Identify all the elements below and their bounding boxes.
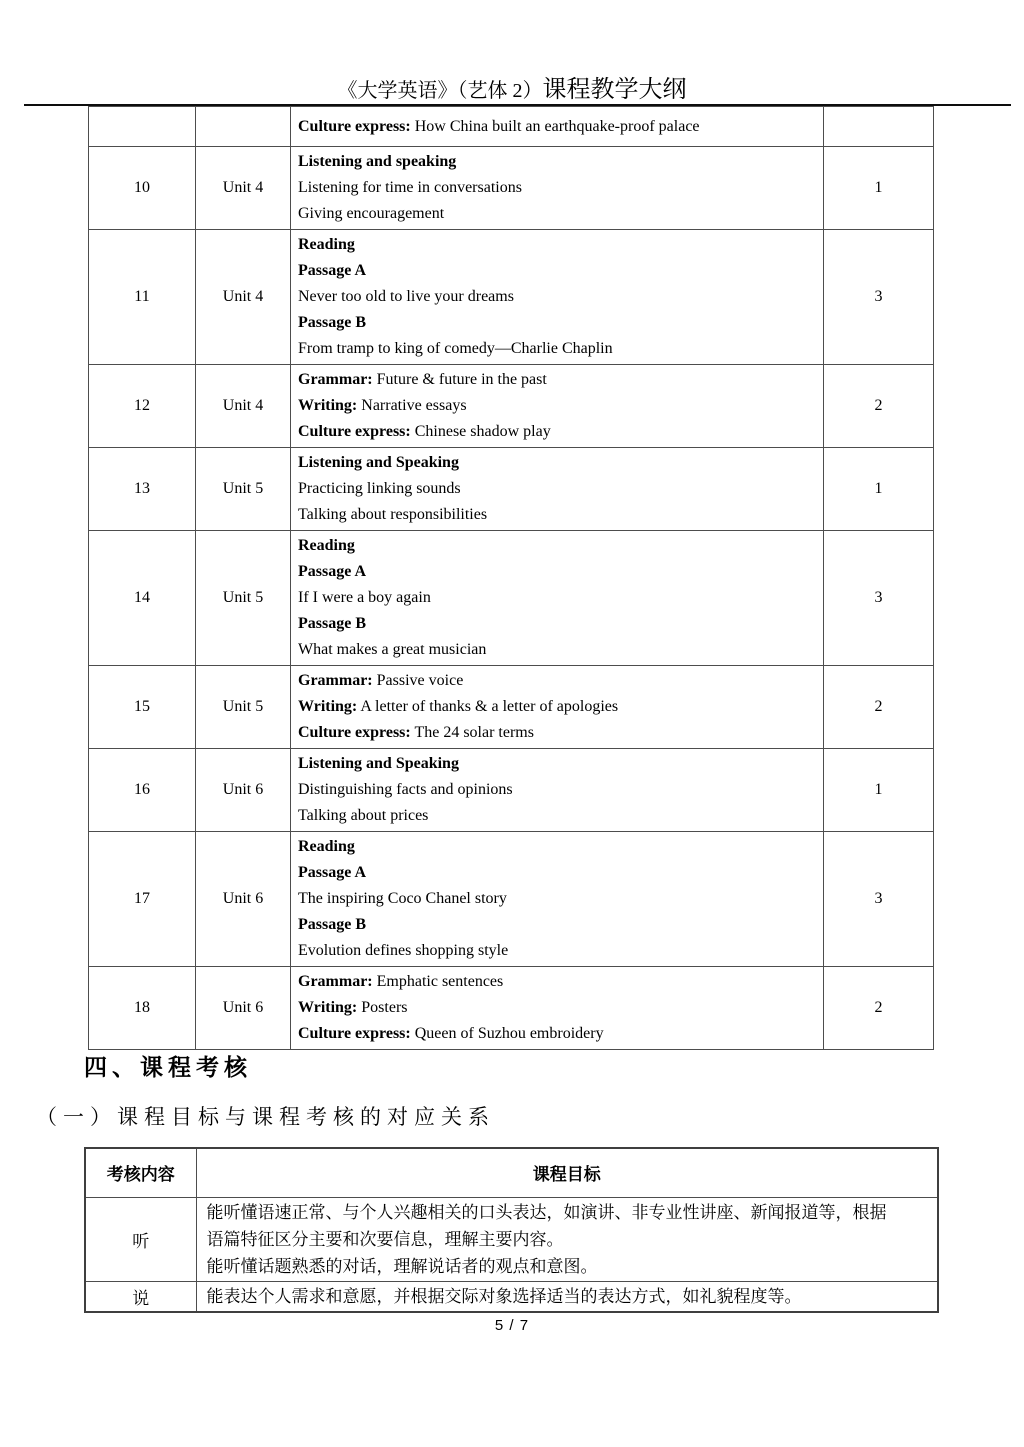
content-line-text: Emphatic sentences [372,973,504,990]
content-line-bold: Passage B [298,916,366,933]
content-line [298,751,816,777]
content-line-text: Talking about responsibilities [298,506,488,523]
content-line-bold: Passage A [298,262,366,279]
content-line [298,637,816,663]
content-line [298,1021,816,1047]
content-line-bold: Culture express: [298,724,411,741]
content-line-text: Posters [357,999,408,1016]
content-line [298,912,816,938]
section-heading: 四、课程考核 [84,1054,252,1080]
schedule-row [89,832,934,967]
content-line [298,995,816,1021]
hours-cell [824,107,934,147]
schedule-row [89,967,934,1050]
content-line-text: If I were a boy again [298,589,431,606]
content-line [298,114,816,140]
week-cell: 17 [89,832,196,967]
objective-line: 能表达个人需求和意愿，并根据交际对象选择适当的表达方式，如礼貌程度等。 [206,1286,802,1306]
content-line [298,336,816,362]
hours-cell: 1 [824,448,934,531]
content-line [298,393,816,419]
content-line [298,834,816,860]
content-line-text: A letter of thanks & a letter of apologies [357,698,619,715]
content-line-text: Never too old to live your dreams [298,288,514,305]
week-cell: 15 [89,666,196,749]
content-cell [291,749,824,832]
week-cell: 11 [89,230,196,365]
content-line-text: Passive voice [372,672,464,689]
week-cell: 18 [89,967,196,1050]
content-line-bold: Passage A [298,563,366,580]
content-line-text: Distinguishing facts and opinions [298,781,513,798]
content-line-bold: Listening and speaking [298,153,457,170]
content-line-bold: Listening and Speaking [298,454,459,471]
objective-line: 能听懂语速正常、与个人兴趣相关的口头表达，如演讲、非专业性讲座、新闻报道等，根据 [206,1202,887,1222]
schedule-row [89,531,934,666]
content-line-bold: Reading [298,236,355,253]
doc-type-title: 课程教学大纲 [542,77,687,103]
content-line [298,175,816,201]
unit-cell: Unit 4 [196,230,291,365]
assessment-header-objective: 课程目标 [196,1148,938,1197]
content-line [298,367,816,393]
content-line [298,149,816,175]
content-line [298,969,816,995]
content-line-bold: Grammar: [298,973,373,990]
week-cell: 16 [89,749,196,832]
content-line-text: Chinese shadow play [410,423,551,440]
content-line-text: The 24 solar terms [410,724,534,741]
content-line [298,585,816,611]
content-line-text: Future & future in the past [372,371,547,388]
content-line-text: Practicing linking sounds [298,480,461,497]
content-cell [291,230,824,365]
objective-cell [196,1197,938,1281]
schedule-row [89,448,934,531]
assessment-header-row [85,1148,938,1197]
content-line [298,694,816,720]
schedule-row [89,107,934,147]
content-cell [291,107,824,147]
content-line-bold: Writing: [298,698,358,715]
unit-cell: Unit 6 [196,749,291,832]
unit-cell: Unit 5 [196,666,291,749]
hours-cell: 2 [824,666,934,749]
content-line [298,777,816,803]
hours-cell: 3 [824,531,934,666]
schedule-row [89,666,934,749]
week-cell: 13 [89,448,196,531]
content-line-bold: Passage A [298,864,366,881]
content-line-text: Narrative essays [357,397,467,414]
schedule-row [89,230,934,365]
content-line-bold: Passage B [298,615,366,632]
content-line [298,860,816,886]
hours-cell: 3 [824,832,934,967]
objective-line: 语篇特征区分主要和次要信息，理解主要内容。 [206,1229,564,1249]
content-line [298,938,816,964]
content-cell [291,531,824,666]
content-line [298,450,816,476]
content-line-bold: Writing: [298,397,358,414]
content-cell [291,967,824,1050]
content-line-bold: Listening and Speaking [298,755,459,772]
content-line [298,476,816,502]
hours-cell: 1 [824,749,934,832]
content-line-bold: Culture express: [298,1025,411,1042]
content-line-bold: Grammar: [298,371,373,388]
schedule-row [89,749,934,832]
content-cell [291,448,824,531]
objective-cell [196,1281,938,1312]
content-line-text: Listening for time in conversations [298,179,522,196]
skill-label-cell: 说 [85,1281,196,1312]
content-line [298,559,816,585]
content-line-text: Queen of Suzhou embroidery [410,1025,604,1042]
hours-cell: 3 [824,230,934,365]
page-number: 5 / 7 [494,1317,530,1334]
content-line [298,201,816,227]
content-line [298,419,816,445]
content-line-bold: Culture express: [298,117,411,135]
assessment-header-content: 考核内容 [85,1148,196,1197]
unit-cell: Unit 6 [196,832,291,967]
assessment-row [85,1281,938,1312]
subsection-heading: （一）课程目标与课程考核的对应关系 [36,1105,495,1129]
course-title: 《大学英语》（艺体 2） [337,80,543,102]
week-cell: 14 [89,531,196,666]
unit-cell: Unit 4 [196,365,291,448]
unit-cell [196,107,291,147]
content-line-text: Talking about prices [298,807,429,824]
content-line [298,668,816,694]
unit-cell: Unit 4 [196,147,291,230]
content-line-bold: Reading [298,838,355,855]
hours-cell: 2 [824,967,934,1050]
assessment-table [84,1147,939,1313]
content-line [298,803,816,829]
content-line-text: Giving encouragement [298,205,445,222]
content-line-text: The inspiring Coco Chanel story [298,890,507,907]
unit-cell: Unit 5 [196,531,291,666]
content-line-text: Evolution defines shopping style [298,942,509,959]
content-line-bold: Culture express: [298,423,411,440]
content-line-bold: Passage B [298,314,366,331]
teaching-schedule-table [88,106,934,1050]
content-cell [291,147,824,230]
objective-line: 能听懂话题熟悉的对话，理解说话者的观点和意图。 [206,1256,598,1276]
content-line-bold: Grammar: [298,672,373,689]
page-title [0,69,1024,104]
hours-cell: 2 [824,365,934,448]
content-line-text: What makes a great musician [298,641,487,658]
week-cell: 10 [89,147,196,230]
schedule-row [89,147,934,230]
content-cell [291,365,824,448]
content-line [298,611,816,637]
content-line [298,502,816,528]
content-line-bold: Reading [298,537,355,554]
content-cell [291,666,824,749]
content-line [298,533,816,559]
content-line [298,720,816,746]
week-cell: 12 [89,365,196,448]
content-line [298,258,816,284]
content-line-text: How China built an earthquake-proof palace [410,117,700,135]
unit-cell: Unit 6 [196,967,291,1050]
content-cell [291,832,824,967]
content-line-text: From tramp to king of comedy—Charlie Chaplin [298,340,613,357]
unit-cell: Unit 5 [196,448,291,531]
skill-label-cell: 听 [85,1197,196,1281]
content-line [298,310,816,336]
content-line [298,886,816,912]
week-cell [89,107,196,147]
content-line [298,284,816,310]
content-line-bold: Writing: [298,999,358,1016]
assessment-row [85,1197,938,1281]
schedule-row [89,365,934,448]
content-line [298,232,816,258]
hours-cell: 1 [824,147,934,230]
